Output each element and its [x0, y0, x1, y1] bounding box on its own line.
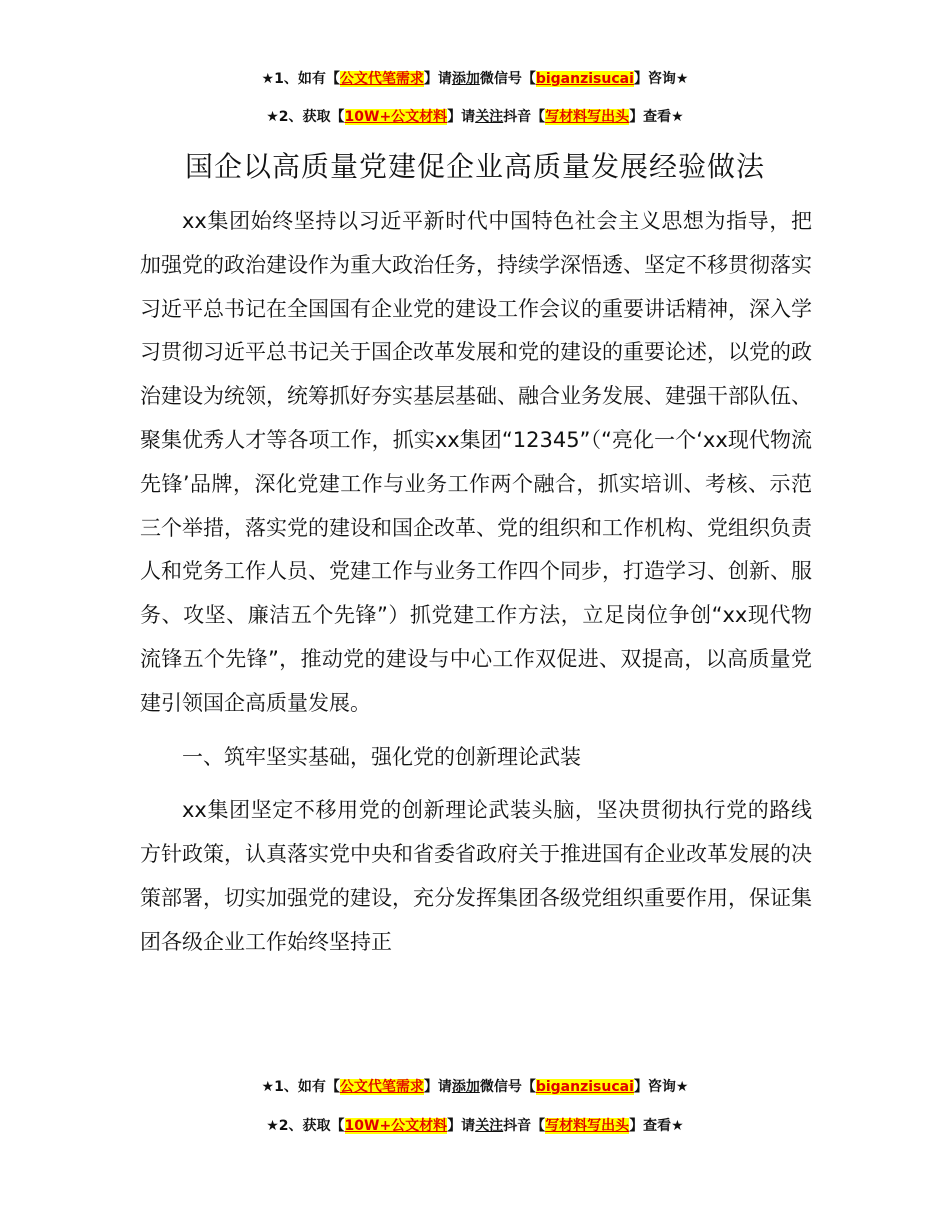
promo-text: ★1、如有【 [261, 1079, 340, 1095]
section-heading: 一、筑牢坚实基础，强化党的创新理论武装 [182, 744, 581, 769]
promo-underline-follow: 关注 [475, 1118, 504, 1134]
promo-highlight-service[interactable]: 公文代笔需求 [339, 71, 424, 87]
promo-text: 】请 [423, 71, 452, 87]
promo-underline-follow: 关注 [475, 109, 504, 125]
promo-text: 】请 [447, 109, 476, 125]
promo-line-2-bottom [0, 1115, 950, 1137]
body-paragraph: xx集团始终坚持以习近平新时代中国特色社会主义思想为指导，把加强党的政治建设作为重大政治任务，持续学深悟透、坚定不移贯彻落实习近平总书记在全国国有企业党的建设工作会议的重要讲话精神，深入学习贯彻习近平总书记关于国企改革发展和党的建设的重要论述，以党的政治建设为统领，统筹抓好夯实基层基础、融合业务发展、建强干部队伍、聚集优秀人才等各项工作，抓实xx集团“12345”（“亮化一个‘xx现代物流先锋’品牌，深化党建工作与业务工作两个融合，抓实培训、考核、示范三个举措，落实党的建设和国企改革、党的组织和工作机构、党组织负责人和党务工作人员、党建工作与业务工作四个同步，打造学习、创新、服务、攻坚、廉洁五个先锋”）抓党建工作方法，立足岗位争创“xx现代物流锋五个先锋”，推动党的建设与中心工作双促进、双提高，以高质量党建引领国企高质量发展。 [140, 209, 812, 715]
promo-line-2-top [0, 106, 950, 128]
promo-highlight-douyin[interactable]: 写材料写出头 [545, 109, 630, 125]
promo-underline-add: 添加 [451, 71, 480, 87]
promo-text: 】查看★ [629, 109, 684, 125]
document-body [140, 200, 812, 965]
document-title: 国企以高质量党建促企业高质量发展经验做法 [184, 150, 765, 183]
promo-underline-add: 添加 [451, 1079, 480, 1095]
promo-text: 】查看★ [629, 1118, 684, 1134]
promo-line-1-top [0, 68, 950, 90]
promo-text: ★2、获取【 [266, 109, 345, 125]
promo-text: 】请 [423, 1079, 452, 1095]
promo-text: ★1、如有【 [261, 71, 340, 87]
promo-highlight-materials[interactable]: 10W+公文材料 [344, 1118, 448, 1134]
promo-highlight-wechat-id[interactable]: biganzisucai [535, 71, 634, 87]
promo-highlight-douyin[interactable]: 写材料写出头 [545, 1118, 630, 1134]
promo-highlight-materials[interactable]: 10W+公文材料 [344, 109, 448, 125]
promo-text: 微信号【 [479, 1079, 536, 1095]
promo-highlight-service[interactable]: 公文代笔需求 [339, 1079, 424, 1095]
promo-text: 】请 [447, 1118, 476, 1134]
promo-text: 】咨询★ [633, 1079, 689, 1095]
promo-highlight-wechat-id[interactable]: biganzisucai [535, 1079, 634, 1095]
body-paragraph: xx集团坚定不移用党的创新理论武装头脑，坚决贯彻执行党的路线方针政策，认真落实党中央和省委省政府关于推进国有企业改革发展的决策部署，切实加强党的建设，充分发挥集团各级党组织重要作用，保证集团各级企业工作始终坚持正 [140, 798, 812, 954]
promo-text: 】咨询★ [633, 71, 689, 87]
promo-text: 抖音【 [503, 1118, 546, 1134]
promo-text: ★2、获取【 [266, 1118, 345, 1134]
promo-line-1-bottom [0, 1076, 950, 1098]
promo-text: 微信号【 [479, 71, 536, 87]
promo-text: 抖音【 [503, 109, 546, 125]
